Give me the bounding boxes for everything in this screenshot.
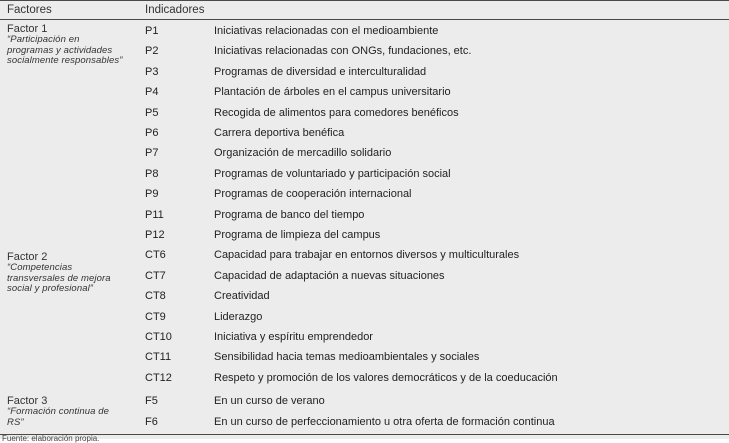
factor-title: Factor 1 (7, 23, 48, 35)
factor-description-line: social y profesional” (7, 283, 94, 294)
indicator-label: Respeto y promoción de los valores democráticos y de la coeducación (214, 371, 558, 384)
indicator-code: CT9 (145, 310, 166, 323)
indicator-label: Programas de voluntariado y participación social (214, 167, 451, 180)
factor-description-line: socialmente responsables” (7, 55, 123, 66)
table-row (0, 370, 729, 390)
indicator-label: Iniciativas relacionadas con ONGs, fundaciones, etc. (214, 45, 472, 58)
indicator-label: Programa de limpieza del campus (214, 229, 381, 241)
indicator-code: P2 (145, 45, 159, 58)
indicator-code: P9 (145, 188, 159, 201)
indicator-code: P1 (145, 25, 159, 37)
table-row (0, 207, 729, 227)
indicator-label: Programa de banco del tiempo (214, 208, 365, 221)
indicator-code: P4 (145, 86, 159, 99)
table-row (0, 84, 729, 104)
indicator-label: Capacidad para trabajar en entornos diversos y multiculturales (214, 249, 520, 262)
header-indicators: Indicadores (145, 4, 205, 16)
indicator-label: Iniciativa y espíritu emprendedor (214, 331, 373, 343)
indicator-code: P7 (145, 147, 159, 160)
indicator-label: Iniciativas relacionadas con el medioambiente (214, 25, 439, 37)
factor-description-line: “Participación en (7, 34, 80, 45)
factor-description-line: programas y actividades (7, 44, 113, 56)
factor-title: Factor 2 (7, 251, 48, 263)
indicator-label: Organización de mercadillo solidario (214, 147, 392, 160)
table-row (0, 43, 729, 63)
indicator-code: CT10 (145, 331, 172, 343)
indicator-code: CT11 (145, 351, 172, 364)
table-row (0, 64, 729, 84)
table-row (0, 288, 729, 308)
header-factors: Factores (7, 4, 52, 16)
factor-title: Factor 3 (7, 395, 48, 407)
indicator-label: Carrera deportiva benéfica (214, 127, 345, 139)
indicator-label: En un curso de verano (214, 395, 325, 407)
indicator-code: CT7 (145, 269, 166, 282)
indicator-code: P8 (145, 167, 159, 180)
indicator-label: En un curso de perfeccionamiento u otra oferta de formación continua (214, 416, 555, 428)
indicator-code: F5 (145, 395, 158, 407)
indicator-label: Capacidad de adaptación a nuevas situaciones (214, 269, 445, 282)
indicator-label: Programas de cooperación internacional (214, 188, 412, 201)
table-row (0, 329, 729, 349)
table-row (0, 414, 729, 434)
indicator-label: Liderazgo (214, 310, 263, 323)
table-row (0, 166, 729, 186)
factor-description-line: “Formación continua de (7, 406, 110, 417)
indicator-code: P11 (145, 208, 164, 221)
table-footnote: Fuente: elaboración propia. (2, 434, 100, 443)
table-row (0, 268, 729, 288)
indicator-code: CT8 (145, 290, 166, 303)
indicator-label: Creatividad (214, 290, 270, 303)
table-bottom-rule (0, 434, 729, 435)
indicator-label: Recogida de alimentos para comedores benéficos (214, 106, 459, 119)
table-row (0, 105, 729, 125)
indicator-code: CT6 (145, 249, 166, 262)
indicator-code: F6 (145, 416, 158, 428)
table-row (0, 247, 729, 267)
indicator-code: P3 (145, 65, 159, 78)
indicator-code: CT12 (145, 371, 172, 384)
factor-description-line: “Competencias (7, 262, 73, 273)
indicator-code: P6 (145, 127, 159, 139)
table-row (0, 23, 729, 43)
factor-description-line: RS” (7, 416, 24, 428)
table-row (0, 393, 729, 413)
indicator-code: P12 (145, 229, 165, 241)
table-row (0, 309, 729, 329)
table-row (0, 125, 729, 145)
table-header (0, 0, 729, 20)
factor-description-line: transversales de mejora (7, 272, 111, 284)
indicator-code: P5 (145, 106, 159, 119)
table-row (0, 145, 729, 165)
table-row (0, 349, 729, 369)
table-row (0, 186, 729, 206)
table-row (0, 227, 729, 247)
indicator-label: Sensibilidad hacia temas medioambientales y sociales (214, 351, 480, 364)
indicator-label: Plantación de árboles en el campus universitario (214, 86, 451, 99)
indicator-label: Programas de diversidad e interculturalidad (214, 65, 427, 78)
